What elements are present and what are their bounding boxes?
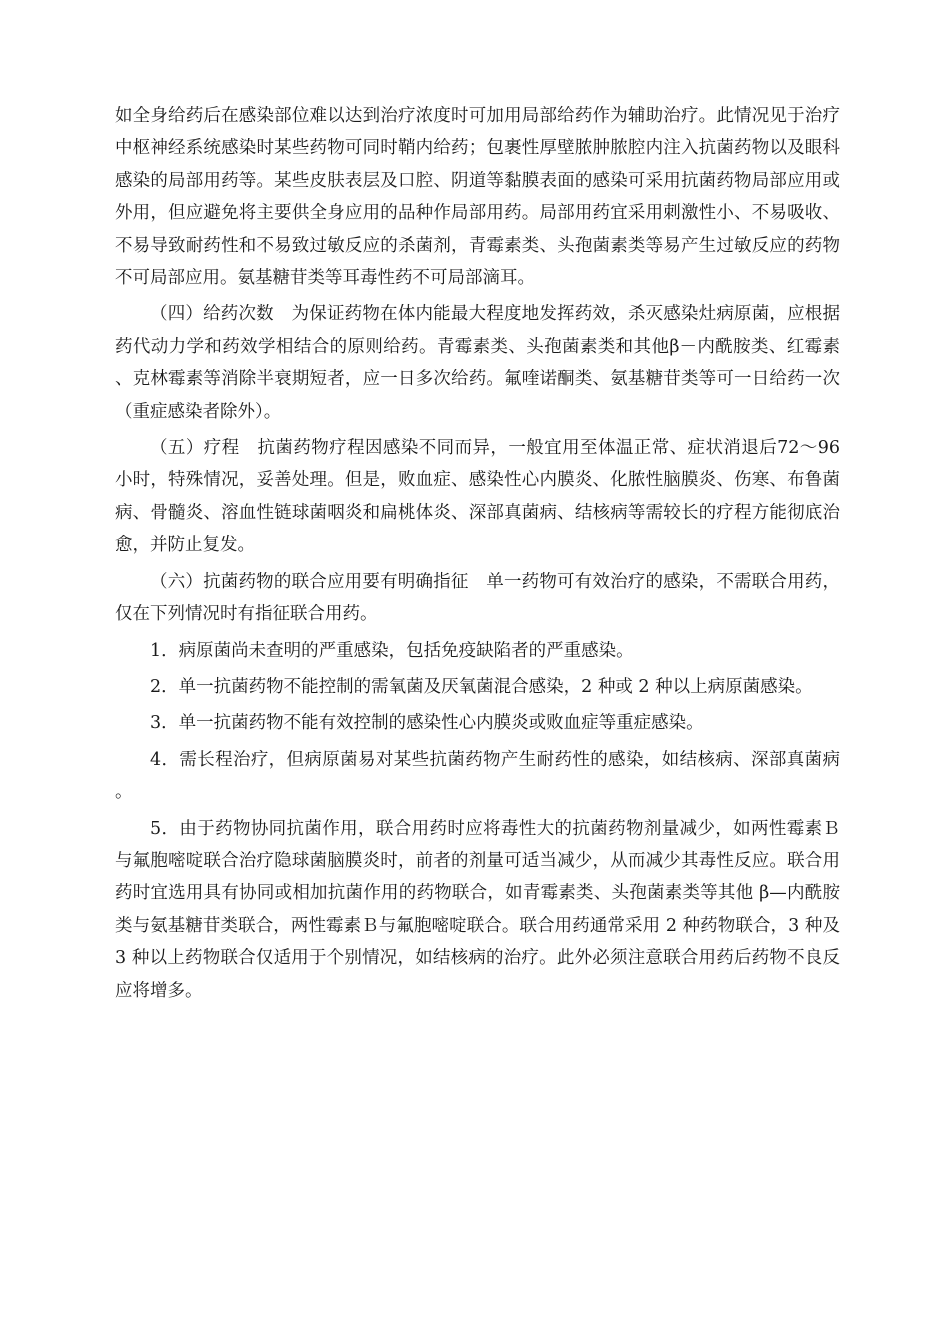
paragraph-dosing-frequency: （四）给药次数 为保证药物在体内能最大程度地发挥药效，杀灭感染灶病原菌，应根据药代动力学和药效学相结合的原则给药。青霉素类、头孢菌素类和其他β－内酰胺类、红霉素、克林霉素等消除半衰期短者，应一日多次给药。氟喹诺酮类、氨基糖苷类等可一日给药一次（重症感染者除外）。 <box>115 304 840 422</box>
list-item-3: 3．单一抗菌药物不能有效控制的感染性心内膜炎或败血症等重症感染。 <box>150 713 704 734</box>
list-item-1: 1．病原菌尚未查明的严重感染，包括免疫缺陷者的严重感染。 <box>150 640 634 661</box>
document-body <box>115 100 840 1007</box>
list-item-5: 5．由于药物协同抗菌作用，联合用药时应将毒性大的抗菌药物剂量减少，如两性霉素Ｂ与氟胞嘧啶联合治疗隐球菌脑膜炎时，前者的剂量可适当减少，从而减少其毒性反应。联合用药时宜选用具有协同或相加抗菌作用的药物联合，如青霉素类、头孢菌素类等其他 β—内酰胺类与氨基糖苷类联合，两性霉素Ｂ与氟胞嘧啶联合。联合用药通常采用 2 种药物联合，3 种及 3 种以上药物联合仅适用于个别情况，如结核病的治疗。此外必须注意联合用药后药物不良反应将增多。 <box>115 818 840 1001</box>
paragraph-course-of-treatment: （五）疗程 抗菌药物疗程因感染不同而异，一般宜用至体温正常、症状消退后72～96小时，特殊情况，妥善处理。但是，败血症、感染性心内膜炎、化脓性脑膜炎、伤寒、布鲁菌病、骨髓炎、溶血性链球菌咽炎和扁桃体炎、深部真菌病、结核病等需较长的疗程方能彻底治愈，并防止复发。 <box>115 438 840 556</box>
paragraph-combination-indications: （六）抗菌药物的联合应用要有明确指征 单一药物可有效治疗的感染，不需联合用药，仅在下列情况时有指征联合用药。 <box>115 571 840 625</box>
paragraph-local-administration: 如全身给药后在感染部位难以达到治疗浓度时可加用局部给药作为辅助治疗。此情况见于治疗中枢神经系统感染时某些药物可同时鞘内给药；包裹性厚壁脓肿脓腔内注入抗菌药物以及眼科感染的局部用药等。某些皮肤表层及口腔、阴道等黏膜表面的感染可采用抗菌药物局部应用或外用，但应避免将主要供全身应用的品种作局部用药。局部用药宜采用刺激性小、不易吸收、不易导致耐药性和不易致过敏反应的杀菌剂，青霉素类、头孢菌素类等易产生过敏反应的药物不可局部应用。氨基糖苷类等耳毒性药不可局部滴耳。 <box>115 106 840 289</box>
list-item-4: 4．需长程治疗，但病原菌易对某些抗菌药物产生耐药性的感染，如结核病、深部真菌病。 <box>115 749 840 803</box>
list-item-2: 2．单一抗菌药物不能控制的需氧菌及厌氧菌混合感染，2 种或 2 种以上病原菌感染。 <box>150 676 813 697</box>
